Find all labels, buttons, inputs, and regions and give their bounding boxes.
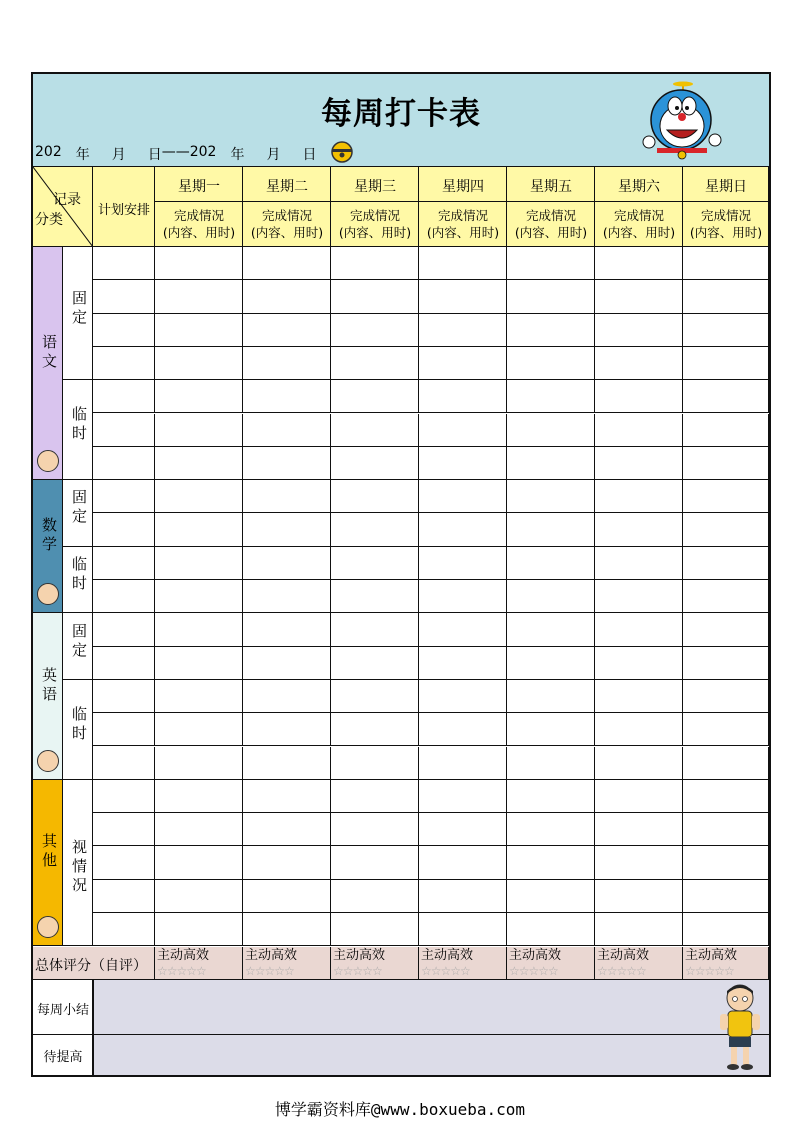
- status-header-cell: [683, 202, 769, 247]
- entry-cell[interactable]: [419, 713, 507, 746]
- entry-cell[interactable]: [419, 280, 507, 313]
- subject-block: [33, 480, 63, 613]
- entry-cell[interactable]: [419, 447, 507, 480]
- subject-part-label: 固定: [70, 622, 88, 661]
- entry-cell[interactable]: [331, 247, 419, 280]
- weekly-summary-label: 每周小结: [36, 1003, 89, 1018]
- status-line2: (内容、用时): [514, 225, 588, 240]
- record-label: 记录: [53, 192, 81, 208]
- start-year[interactable]: 202: [35, 144, 62, 160]
- entry-cell[interactable]: [243, 880, 331, 913]
- rating-cell[interactable]: [507, 947, 595, 980]
- entry-cell[interactable]: [331, 314, 419, 347]
- plan-cell[interactable]: [93, 613, 155, 646]
- rating-stars[interactable]: ☆☆☆☆☆: [333, 964, 382, 978]
- day-label: 星期一: [178, 179, 220, 195]
- rating-text: 主动高效: [245, 948, 298, 963]
- entry-cell[interactable]: [331, 747, 419, 780]
- entry-cell[interactable]: [155, 480, 243, 513]
- entry-cell[interactable]: [419, 480, 507, 513]
- entry-cell[interactable]: [507, 347, 595, 380]
- entry-cell[interactable]: [507, 680, 595, 713]
- status-line1: 完成情况: [349, 208, 400, 223]
- entry-cell[interactable]: [507, 846, 595, 879]
- subject-part: [63, 613, 93, 680]
- entry-cell[interactable]: [331, 613, 419, 646]
- subject-name: 数学: [40, 516, 58, 555]
- entry-cell[interactable]: [155, 613, 243, 646]
- entry-cell[interactable]: [683, 447, 769, 480]
- entry-cell[interactable]: [155, 913, 243, 946]
- entry-cell[interactable]: [155, 513, 243, 546]
- entry-cell[interactable]: [507, 380, 595, 413]
- plan-cell[interactable]: [93, 913, 155, 946]
- entry-cell[interactable]: [595, 713, 683, 746]
- plan-cell[interactable]: [93, 647, 155, 680]
- cartoon-mascot-icon: [639, 80, 725, 166]
- plan-cell[interactable]: [93, 880, 155, 913]
- entry-cell[interactable]: [243, 713, 331, 746]
- status-line1: 完成情况: [525, 208, 576, 223]
- entry-cell[interactable]: [595, 280, 683, 313]
- entry-cell[interactable]: [419, 780, 507, 813]
- entry-cell[interactable]: [419, 813, 507, 846]
- character-face-icon: [37, 750, 59, 772]
- footer-credit: 博学霸资料库@www.boxueba.com: [274, 1100, 526, 1119]
- entry-cell[interactable]: [683, 547, 769, 580]
- start-month-label: 月: [111, 147, 126, 163]
- status-line1: 完成情况: [437, 208, 488, 223]
- entry-cell[interactable]: [243, 780, 331, 813]
- entry-cell[interactable]: [507, 747, 595, 780]
- entry-cell[interactable]: [507, 513, 595, 546]
- entry-cell[interactable]: [507, 314, 595, 347]
- entry-cell[interactable]: [595, 780, 683, 813]
- entry-cell[interactable]: [419, 247, 507, 280]
- plan-header: [93, 167, 155, 247]
- entry-cell[interactable]: [331, 647, 419, 680]
- rating-text: 主动高效: [157, 948, 210, 963]
- status-header-cell: [595, 202, 683, 247]
- entry-cell[interactable]: [243, 846, 331, 879]
- entry-cell[interactable]: [243, 347, 331, 380]
- plan-cell[interactable]: [93, 380, 155, 413]
- plan-cell[interactable]: [93, 280, 155, 313]
- day-label: 星期六: [618, 179, 660, 195]
- subject-name: 语文: [40, 333, 58, 372]
- status-header-cell: [331, 202, 419, 247]
- rating-stars[interactable]: ☆☆☆☆☆: [421, 964, 470, 978]
- subject-block: [33, 247, 63, 480]
- subject-part: [63, 547, 93, 614]
- entry-cell[interactable]: [507, 780, 595, 813]
- plan-cell[interactable]: [93, 547, 155, 580]
- subject-part: [63, 780, 93, 947]
- status-line2: (内容、用时): [602, 225, 676, 240]
- rating-text: 主动高效: [509, 948, 562, 963]
- entry-cell[interactable]: [683, 780, 769, 813]
- entry-cell[interactable]: [155, 414, 243, 447]
- entry-cell[interactable]: [419, 913, 507, 946]
- status-line1: 完成情况: [173, 208, 224, 223]
- entry-cell[interactable]: [243, 913, 331, 946]
- plan-cell[interactable]: [93, 314, 155, 347]
- rating-text: 主动高效: [421, 948, 474, 963]
- status-line2: (内容、用时): [250, 225, 324, 240]
- status-line1: 完成情况: [613, 208, 664, 223]
- entry-cell[interactable]: [243, 680, 331, 713]
- entry-cell[interactable]: [155, 280, 243, 313]
- entry-cell[interactable]: [331, 280, 419, 313]
- entry-cell[interactable]: [419, 547, 507, 580]
- page-title: 每周打卡表: [321, 96, 481, 132]
- entry-cell[interactable]: [683, 580, 769, 613]
- rating-label-cell: [33, 947, 155, 980]
- plan-cell[interactable]: [93, 347, 155, 380]
- entry-cell[interactable]: [595, 647, 683, 680]
- subject-part: [63, 480, 93, 547]
- entry-cell[interactable]: [243, 480, 331, 513]
- entry-cell[interactable]: [331, 447, 419, 480]
- day-header-cell: [683, 167, 769, 202]
- rating-stars[interactable]: ☆☆☆☆☆: [597, 964, 646, 978]
- entry-cell[interactable]: [419, 347, 507, 380]
- rating-stars[interactable]: ☆☆☆☆☆: [157, 964, 206, 978]
- entry-cell[interactable]: [507, 447, 595, 480]
- plan-cell[interactable]: [93, 447, 155, 480]
- entry-cell[interactable]: [331, 813, 419, 846]
- entry-cell[interactable]: [683, 280, 769, 313]
- entry-cell[interactable]: [155, 780, 243, 813]
- entry-cell[interactable]: [243, 247, 331, 280]
- entry-cell[interactable]: [683, 913, 769, 946]
- entry-cell[interactable]: [243, 280, 331, 313]
- entry-cell[interactable]: [331, 347, 419, 380]
- subject-part-label: 临时: [70, 555, 88, 594]
- entry-cell[interactable]: [243, 447, 331, 480]
- weekly-summary-label-cell: [33, 980, 93, 1035]
- rating-stars[interactable]: ☆☆☆☆☆: [509, 964, 558, 978]
- entry-cell[interactable]: [683, 813, 769, 846]
- entry-cell[interactable]: [419, 613, 507, 646]
- entry-cell[interactable]: [331, 780, 419, 813]
- day-header-cell: [243, 167, 331, 202]
- day-label: 星期日: [705, 179, 747, 195]
- entry-cell[interactable]: [683, 513, 769, 546]
- entry-cell[interactable]: [683, 880, 769, 913]
- plan-cell[interactable]: [93, 780, 155, 813]
- subject-block: [33, 780, 63, 947]
- entry-cell[interactable]: [595, 913, 683, 946]
- status-line1: 完成情况: [261, 208, 312, 223]
- entry-cell[interactable]: [331, 547, 419, 580]
- entry-cell[interactable]: [419, 380, 507, 413]
- weekly-checkin-sheet: [31, 72, 771, 1077]
- subject-part-label: 视情况: [70, 839, 88, 897]
- start-day-label: 日: [147, 147, 162, 163]
- date-range-row: [33, 144, 316, 164]
- status-line2: (内容、用时): [338, 225, 412, 240]
- entry-cell[interactable]: [683, 347, 769, 380]
- character-face-icon: [37, 450, 59, 472]
- entry-cell[interactable]: [595, 613, 683, 646]
- entry-cell[interactable]: [155, 314, 243, 347]
- entry-cell[interactable]: [507, 414, 595, 447]
- entry-cell[interactable]: [155, 380, 243, 413]
- rating-cell[interactable]: [419, 947, 507, 980]
- entry-cell[interactable]: [507, 280, 595, 313]
- rating-cell[interactable]: [595, 947, 683, 980]
- plan-label: 计划安排: [97, 203, 150, 218]
- day-label: 星期四: [442, 179, 484, 195]
- entry-cell[interactable]: [507, 613, 595, 646]
- subject-part-label: 固定: [70, 489, 88, 528]
- entry-cell[interactable]: [419, 880, 507, 913]
- entry-cell[interactable]: [683, 480, 769, 513]
- day-header-cell: [507, 167, 595, 202]
- day-header-cell: [419, 167, 507, 202]
- status-line1: 完成情况: [700, 208, 751, 223]
- entry-cell[interactable]: [683, 846, 769, 879]
- entry-cell[interactable]: [331, 713, 419, 746]
- entry-cell[interactable]: [595, 813, 683, 846]
- entry-cell[interactable]: [507, 480, 595, 513]
- improve-label: 待提高: [43, 1050, 83, 1065]
- entry-cell[interactable]: [683, 747, 769, 780]
- rating-cell[interactable]: [155, 947, 243, 980]
- entry-cell[interactable]: [507, 713, 595, 746]
- entry-cell[interactable]: [155, 547, 243, 580]
- entry-cell[interactable]: [155, 880, 243, 913]
- entry-cell[interactable]: [595, 480, 683, 513]
- entry-cell[interactable]: [155, 846, 243, 879]
- entry-cell[interactable]: [595, 846, 683, 879]
- subject-name: 其他: [40, 833, 58, 872]
- entry-cell[interactable]: [331, 880, 419, 913]
- entry-cell[interactable]: [419, 580, 507, 613]
- status-header-cell: [155, 202, 243, 247]
- entry-cell[interactable]: [595, 880, 683, 913]
- entry-cell[interactable]: [243, 414, 331, 447]
- entry-cell[interactable]: [683, 713, 769, 746]
- plan-cell[interactable]: [93, 680, 155, 713]
- entry-cell[interactable]: [155, 747, 243, 780]
- status-line2: (内容、用时): [426, 225, 500, 240]
- character-face-icon: [37, 916, 59, 938]
- plan-cell[interactable]: [93, 747, 155, 780]
- entry-cell[interactable]: [331, 580, 419, 613]
- entry-cell[interactable]: [243, 613, 331, 646]
- entry-cell[interactable]: [683, 414, 769, 447]
- entry-cell[interactable]: [243, 380, 331, 413]
- entry-cell[interactable]: [507, 880, 595, 913]
- entry-cell[interactable]: [155, 713, 243, 746]
- entry-cell[interactable]: [507, 647, 595, 680]
- entry-cell[interactable]: [683, 247, 769, 280]
- entry-cell[interactable]: [419, 513, 507, 546]
- entry-cell[interactable]: [331, 913, 419, 946]
- rating-text: 主动高效: [685, 948, 738, 963]
- entry-cell[interactable]: [419, 680, 507, 713]
- entry-cell[interactable]: [595, 513, 683, 546]
- rating-label: 总体评分（自评）: [35, 958, 147, 974]
- entry-cell[interactable]: [507, 580, 595, 613]
- entry-cell[interactable]: [243, 513, 331, 546]
- entry-cell[interactable]: [595, 347, 683, 380]
- subject-part-label: 临时: [70, 406, 88, 445]
- entry-cell[interactable]: [243, 747, 331, 780]
- plan-cell[interactable]: [93, 513, 155, 546]
- entry-cell[interactable]: [419, 314, 507, 347]
- entry-cell[interactable]: [243, 813, 331, 846]
- rating-cell[interactable]: [683, 947, 769, 980]
- rating-text: 主动高效: [597, 948, 650, 963]
- rating-stars[interactable]: ☆☆☆☆☆: [245, 964, 294, 978]
- record-category-header: [33, 167, 93, 247]
- end-day-label: 日: [302, 147, 317, 163]
- entry-cell[interactable]: [595, 547, 683, 580]
- end-month-label: 月: [266, 147, 281, 163]
- day-label: 星期二: [266, 179, 308, 195]
- subject-part: [63, 247, 93, 380]
- date-dash: ——: [161, 144, 190, 160]
- entry-cell[interactable]: [155, 813, 243, 846]
- entry-cell[interactable]: [331, 380, 419, 413]
- subject-name: 英语: [40, 666, 58, 705]
- entry-cell[interactable]: [155, 680, 243, 713]
- day-label: 星期五: [530, 179, 572, 195]
- status-header-cell: [419, 202, 507, 247]
- status-header-cell: [507, 202, 595, 247]
- plan-cell[interactable]: [93, 846, 155, 879]
- entry-cell[interactable]: [331, 846, 419, 879]
- weekly-summary-field[interactable]: [93, 980, 769, 1035]
- improve-field[interactable]: [93, 1035, 769, 1075]
- entry-cell[interactable]: [331, 680, 419, 713]
- improve-label-cell: [33, 1035, 93, 1075]
- plan-cell[interactable]: [93, 480, 155, 513]
- day-header-cell: [331, 167, 419, 202]
- plan-cell[interactable]: [93, 247, 155, 280]
- day-header-cell: [595, 167, 683, 202]
- entry-cell[interactable]: [243, 647, 331, 680]
- rating-text: 主动高效: [333, 948, 386, 963]
- entry-cell[interactable]: [331, 414, 419, 447]
- entry-cell[interactable]: [419, 647, 507, 680]
- plan-cell[interactable]: [93, 813, 155, 846]
- entry-cell[interactable]: [419, 747, 507, 780]
- entry-cell[interactable]: [595, 314, 683, 347]
- day-header-cell: [155, 167, 243, 202]
- entry-cell[interactable]: [683, 647, 769, 680]
- entry-cell[interactable]: [683, 380, 769, 413]
- rating-cell[interactable]: [331, 947, 419, 980]
- status-line2: (内容、用时): [689, 225, 763, 240]
- bell-icon: [329, 140, 355, 164]
- entry-cell[interactable]: [155, 580, 243, 613]
- entry-cell[interactable]: [243, 547, 331, 580]
- entry-cell[interactable]: [683, 314, 769, 347]
- subject-part-label: 固定: [70, 289, 88, 328]
- entry-cell[interactable]: [507, 913, 595, 946]
- entry-cell[interactable]: [595, 414, 683, 447]
- entry-cell[interactable]: [243, 580, 331, 613]
- entry-cell[interactable]: [155, 247, 243, 280]
- boy-figure-icon: [715, 982, 765, 1072]
- subject-part: [63, 380, 93, 480]
- end-year[interactable]: 202: [189, 144, 217, 160]
- entry-cell[interactable]: [331, 480, 419, 513]
- character-face-icon: [37, 583, 59, 605]
- plan-cell[interactable]: [93, 580, 155, 613]
- entry-cell[interactable]: [507, 813, 595, 846]
- entry-cell[interactable]: [595, 680, 683, 713]
- day-label: 星期三: [354, 179, 396, 195]
- status-header-cell: [243, 202, 331, 247]
- start-year-label: 年: [75, 147, 90, 163]
- entry-cell[interactable]: [507, 547, 595, 580]
- category-label: 分类: [35, 212, 63, 228]
- entry-cell[interactable]: [155, 347, 243, 380]
- entry-cell[interactable]: [595, 447, 683, 480]
- entry-cell[interactable]: [595, 247, 683, 280]
- entry-cell[interactable]: [595, 580, 683, 613]
- rating-cell[interactable]: [243, 947, 331, 980]
- entry-cell[interactable]: [331, 513, 419, 546]
- status-line2: (内容、用时): [162, 225, 236, 240]
- plan-cell[interactable]: [93, 414, 155, 447]
- entry-cell[interactable]: [243, 314, 331, 347]
- entry-cell[interactable]: [419, 846, 507, 879]
- rating-stars[interactable]: ☆☆☆☆☆: [685, 964, 734, 978]
- entry-cell[interactable]: [683, 613, 769, 646]
- entry-cell[interactable]: [683, 680, 769, 713]
- entry-cell[interactable]: [507, 247, 595, 280]
- subject-block: [33, 613, 63, 780]
- subject-part-label: 临时: [70, 705, 88, 744]
- entry-cell[interactable]: [595, 747, 683, 780]
- entry-cell[interactable]: [595, 380, 683, 413]
- entry-cell[interactable]: [419, 414, 507, 447]
- entry-cell[interactable]: [155, 447, 243, 480]
- subject-part: [63, 680, 93, 780]
- plan-cell[interactable]: [93, 713, 155, 746]
- entry-cell[interactable]: [155, 647, 243, 680]
- end-year-label: 年: [230, 147, 245, 163]
